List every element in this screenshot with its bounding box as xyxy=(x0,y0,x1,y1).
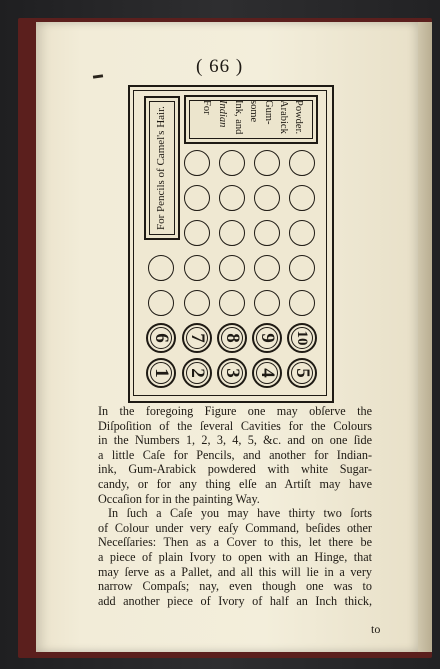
numbered-cavity xyxy=(146,323,176,353)
numbered-cavity xyxy=(217,358,247,388)
text-line: of Colour under very eaſy Command, beſides other xyxy=(98,520,372,535)
cavity-number: 6 xyxy=(151,333,172,343)
color-cavity xyxy=(219,255,245,281)
indian-case-label-line: Arabick xyxy=(278,100,289,134)
indian-case-label-line: Gum- xyxy=(263,100,274,125)
text-line: candy, or for any thing elſe an Artiſt may have xyxy=(98,476,372,491)
color-cavity xyxy=(184,150,210,176)
text-line: In ſuch a Caſe you may have thirty two ſorts xyxy=(108,506,372,521)
cavity-number: 7 xyxy=(187,333,208,343)
text-line: in the Numbers 1, 2, 3, 4, 5, &c. and on one ſide xyxy=(98,433,372,448)
numbered-cavity xyxy=(182,358,212,388)
color-cavity xyxy=(289,150,315,176)
body-text xyxy=(98,404,372,608)
indian-case-label-line: For xyxy=(201,100,212,115)
color-cavity xyxy=(219,150,245,176)
color-cavity xyxy=(289,220,315,246)
color-cavity xyxy=(254,185,280,211)
text-line: Occaſion for in the painting Way. xyxy=(98,491,260,506)
text-line: add another piece of Ivory of half an Inch thick, xyxy=(98,593,372,608)
page-fore-edge xyxy=(418,22,432,652)
text-line: In the foregoing Figure one may obſerve the xyxy=(98,404,372,418)
text-line: a little Caſe for Pencils, and another for Indian- xyxy=(98,447,372,462)
color-cavity xyxy=(219,290,245,316)
numbered-cavity xyxy=(287,358,317,388)
cavity-number: 9 xyxy=(257,333,278,343)
indian-case-label-line: Powder. xyxy=(293,100,304,135)
color-cavity xyxy=(148,255,174,281)
cavity-number: 5 xyxy=(292,368,313,378)
color-cavity xyxy=(254,150,280,176)
numbered-cavity xyxy=(252,323,282,353)
numbered-cavity xyxy=(252,358,282,388)
cavity-number: 10 xyxy=(294,330,310,346)
numbered-cavity xyxy=(182,323,212,353)
color-cavity xyxy=(184,185,210,211)
text-line: a piece of plain Ivory to open with an Hinge, that xyxy=(98,549,372,564)
text-line: may ſerve as a Pallet, and all this will lie in a very xyxy=(98,564,372,579)
text-line: narrow Compaſs; nay, even though one was to xyxy=(98,579,372,594)
numbered-cavity xyxy=(217,323,247,353)
color-cavity xyxy=(254,255,280,281)
cavity-number: 3 xyxy=(222,368,243,378)
pencil-case-label: For Pencils of Camel's Hair. xyxy=(155,106,167,230)
indian-case-label-line: some xyxy=(248,100,259,123)
indian-case-label-line: Ink, and xyxy=(233,100,244,135)
text-line: Neceſſaries: Then as a Cover to this, let there be xyxy=(98,535,372,550)
cavity-number: 4 xyxy=(257,368,278,378)
cavity-number: 2 xyxy=(187,368,208,378)
color-cavity xyxy=(184,255,210,281)
color-cavity xyxy=(184,220,210,246)
cavity-number: 1 xyxy=(151,368,172,378)
page-number: ( 66 ) xyxy=(196,56,244,77)
color-cavity xyxy=(289,255,315,281)
catchword: to xyxy=(371,622,381,636)
numbered-cavity xyxy=(146,358,176,388)
numbered-cavity xyxy=(287,323,317,353)
indian-case-label-line: Indian xyxy=(217,100,228,128)
color-cavity xyxy=(219,185,245,211)
color-cavity xyxy=(184,290,210,316)
color-cavity xyxy=(219,220,245,246)
text-line: Diſpoſition of the ſeveral Cavities for the Colours xyxy=(98,418,372,433)
color-cavity xyxy=(289,290,315,316)
cavity-number: 8 xyxy=(222,333,243,343)
color-cavity xyxy=(254,290,280,316)
color-cavity xyxy=(254,220,280,246)
color-cavity xyxy=(148,290,174,316)
text-line: ink, Gum-Arabick powdered with white Sugar- xyxy=(98,462,372,477)
color-cavity xyxy=(289,185,315,211)
